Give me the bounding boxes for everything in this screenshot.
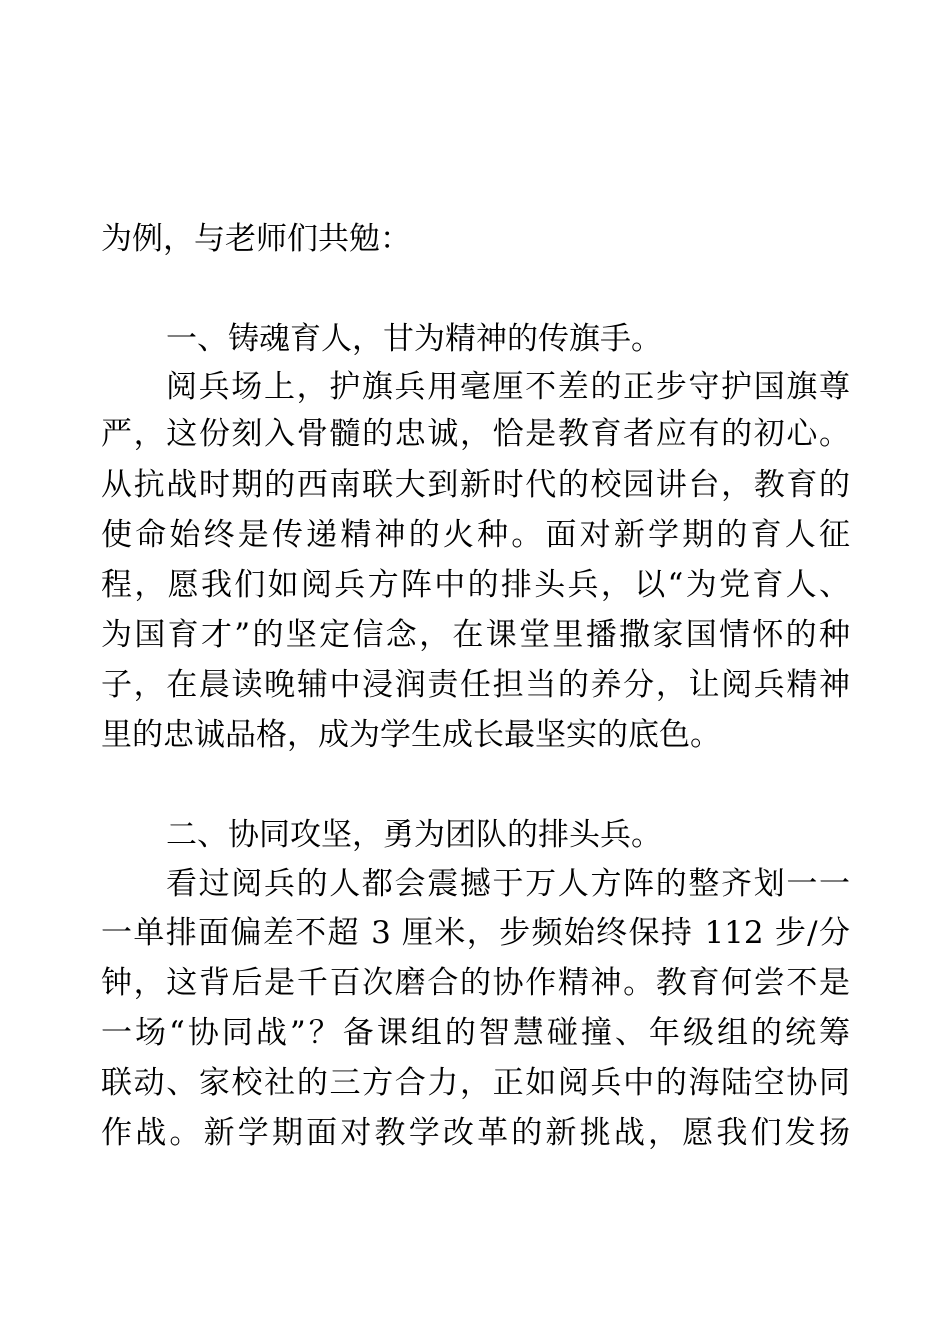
- paragraph-line: 一场“协同战”？备课组的智慧碰撞、年级组的统筹: [101, 1015, 850, 1051]
- paragraph-line: 钟，这背后是千百次磨合的协作精神。教育何尝不是: [101, 965, 850, 1001]
- paragraph-line: 看过阅兵的人都会震撼于万人方阵的整齐划一一: [166, 866, 850, 902]
- paragraph-line: 严，这份刻入骨髓的忠诚，恰是教育者应有的初心。: [101, 416, 850, 452]
- section-2-heading: 二、协同攻坚，勇为团队的排头兵。: [166, 817, 662, 853]
- paragraph-line: 里的忠诚品格，成为学生成长最坚实的底色。: [101, 717, 721, 753]
- section-1-heading: 一、铸魂育人，甘为精神的传旗手。: [166, 321, 662, 357]
- paragraph-line: 联动、家校社的三方合力，正如阅兵中的海陆空协同: [101, 1065, 850, 1101]
- paragraph-line: 阅兵场上，护旗兵用毫厘不差的正步守护国旗尊: [166, 369, 850, 405]
- paragraph-line: 子，在晨读晚辅中浸润责任担当的养分，让阅兵精神: [101, 667, 850, 703]
- paragraph-line: 从抗战时期的西南联大到新时代的校园讲台，教育的: [101, 467, 850, 503]
- intro-tail-line: 为例，与老师们共勉：: [101, 221, 411, 257]
- paragraph-line: 程，愿我们如阅兵方阵中的排头兵，以“为党育人、: [101, 567, 850, 603]
- paragraph-line: 使命始终是传递精神的火种。面对新学期的育人征: [101, 517, 850, 553]
- paragraph-line: 一单排面偏差不超 3 厘米，步频始终保持 112 步/分: [101, 915, 850, 951]
- paragraph-line: 作战。新学期面对教学改革的新挑战，愿我们发扬: [101, 1115, 850, 1151]
- paragraph-line: 为国育才”的坚定信念，在课堂里播撒家国情怀的种: [101, 617, 850, 653]
